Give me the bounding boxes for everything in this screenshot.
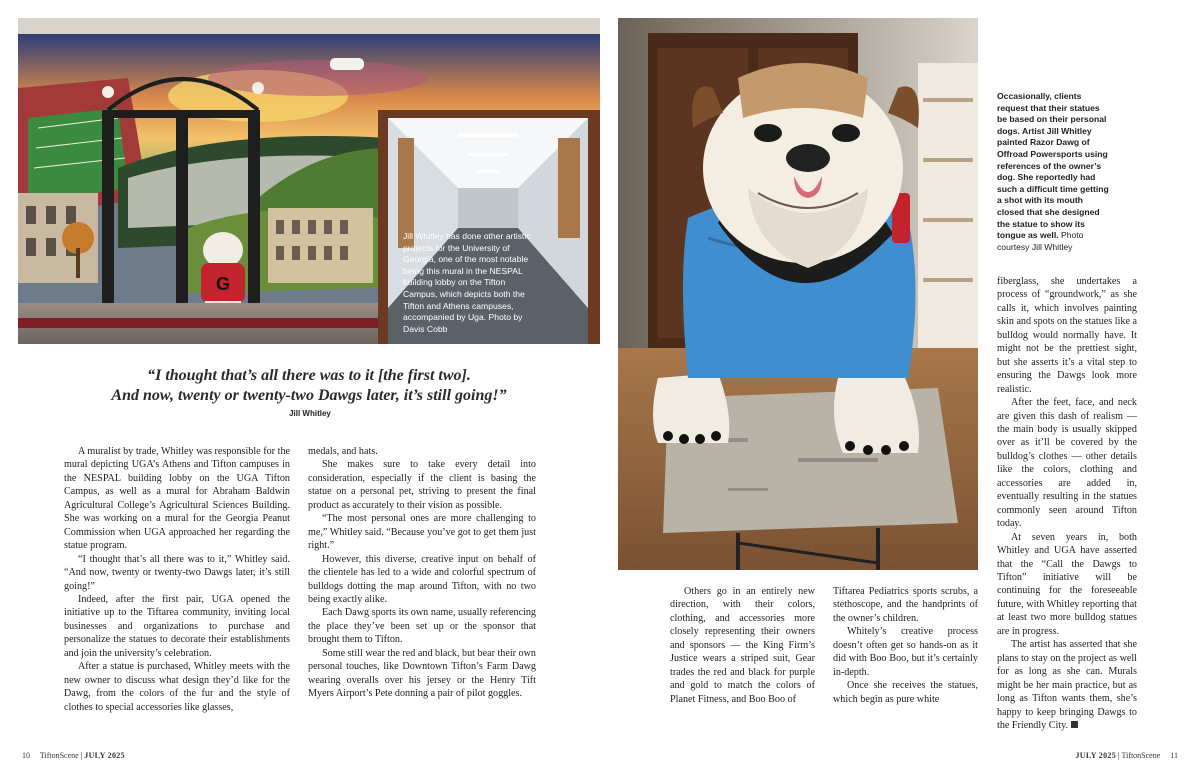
paragraph: Each Dawg sports its own name, usually referencing the place they’ve been set up or the sponsor that brought them to Tifton. [308,607,536,646]
body-column-5 [997,275,1137,732]
page-number-right: 11 [1170,751,1178,760]
pull-quote-line-1: “I thought that’s all there was to it [the first two]. [147,367,471,384]
bulldog-illustration [618,18,978,570]
paragraph: medals, and hats. [308,446,378,457]
paragraph: “The most personal ones are more challenging to me,” Whitley said. “Because you’ve got to get them just right.” [308,513,536,552]
bulldog-caption-text: Occasionally, clients request that their statues be based on their personal dogs. Artist Jill Whitley painted Razor Dawg of Offroad Powersports using references of the owner’s dog. She reportedly had such a difficult time getting a shot with its mouth closed that she designed the statue to show its tongue as well. [997,91,1109,241]
paragraph: She makes sure to take every detail into consideration, especially if the client is basing the statue on a personal pet, striving to present the final product as accurately to their vision as possible. [308,459,536,511]
paragraph: However, this diverse, creative input on behalf of the clientele has led to a wide and colorful spectrum of bulldogs dotting the map around Tifton, with no two being exactly alike. [308,553,536,605]
bulldog-caption [997,91,1109,253]
pull-quote-line-2: And now, twenty or twenty-two Dawgs later, it’s still going!” [111,387,507,404]
paragraph: A muralist by trade, Whitley was responsible for the mural depicting UGA’s Athens and Tifton campuses in the NESPAL building lobby on the UGA Tifton Campus, as well as a mural for Abraham Baldwin Agricultural College’s Agricultural Sciences Building. She was working on a mural for the Georgia Peanut Commission when UGA approached her regarding the statue program. [64,446,290,552]
mural-caption [403,231,537,335]
magazine-name-left: TiftonScene [39,751,79,760]
bulldog-photo-credit: Photo courtesy Jill Whitley [997,230,1084,252]
magazine-name-right: TiftonScene [1121,751,1161,760]
paragraph: “I thought that’s all there was to it,” Whitley said. “And now, twenty or twenty-two Dawgs later, it’s still going!” [64,553,290,592]
paragraph: Some still wear the red and black, but bear their own personal touches, like Downtown Tifton’s Farm Dawg wearing overalls over his jersey or the Henry Tift Myers Airport’s Pete donning a pair of pilot goggles. [308,647,536,700]
body-column-1 [64,445,290,714]
paragraph: Once she receives the statues, which begin as pure white [833,680,978,705]
body-column-4 [833,585,978,706]
body-column-3 [670,585,815,706]
mural-photo-credit: Photo by Davis Cobb [403,312,523,334]
issue-date-left: JULY 2025 [84,751,125,760]
mural-caption-text: Jill Whitley has done other artistic projects for the University of Georgia, one of the most notable being this mural in the NESPAL building lobby on the Tifton Campus, which depicts both the Tifton and Athens campuses, accompanied by Uga. [403,231,531,323]
body-column-2 [308,445,536,701]
paragraph: Tiftarea Pediatrics sports scrubs, a stethoscope, and the handprints of the owner’s children. [833,586,978,624]
paragraph [997,638,1137,732]
paragraph: At seven years in, both Whitley and UGA have asserted that the “Call the Dawgs to Tifton” initiative will be continuing for the foreseeable future, with Whitley reporting that at least two more bulldog statues are in progress. [997,531,1137,637]
paragraph: After the feet, face, and neck are given this dash of realism — the main body is usually skipped over as it’ll be covered by the bulldog’s clothes — other details like the colors, clothing and accessories are added in, eventually resulting in the statues commonly seen around Tifton today. [997,397,1137,530]
folio-separator-left: | [80,751,83,760]
folio-right [1075,751,1178,760]
paragraph: fiberglass, she undertakes a process of “groundwork,” as she calls it, which involves painting skin and spots on the statues like a bulldog would normally have. It might not be the prettiest sight, but she asserts it’s a vital step to ensuring the Dawgs look more realistic. [997,276,1137,395]
paragraph: Others go in an entirely new direction, with their colors, clothing, and accessories more closely representing their owners and sponsors — the King Firm’s Justice wears a striped suit, Gear trades the red and black for purple and gold to match the colors of Planet Fitness, and Boo Boo of [670,586,815,705]
paragraph-text: The artist has asserted that she plans to stay on the project as well for as long as she can. Murals might be her main practice, but as long as Tifton wants them, she’s happy to keep bringing Dawgs to the Friendly City. [997,639,1137,731]
folio-separator-right: | [1118,751,1120,760]
page-number-left: 10 [22,751,30,760]
bulldog-statue-photo [618,18,978,570]
pull-quote [96,366,522,406]
end-of-story-icon [1071,721,1078,728]
issue-date-right: JULY 2025 [1075,751,1116,760]
pull-quote-author: Jill Whitley [289,409,331,418]
folio-left [22,751,125,760]
svg-text:G: G [215,274,231,294]
paragraph: After a statue is purchased, Whitley meets with the new owner to discuss what design they’d like for the Dawg, from the colors of the fur and the style of clothes to special accessories like glasses, [64,661,290,713]
paragraph: Whitely’s creative process doesn’t often get so hands-on as it did with Boo Boo, but it’s certainly in-depth. [833,626,978,678]
paragraph: Indeed, after the first pair, UGA opened the initiative up to the Tiftarea community, inviting local businesses and organizations to purchase and personalize the statues to decorate their establishments and join the university’s celebration. [64,593,290,659]
